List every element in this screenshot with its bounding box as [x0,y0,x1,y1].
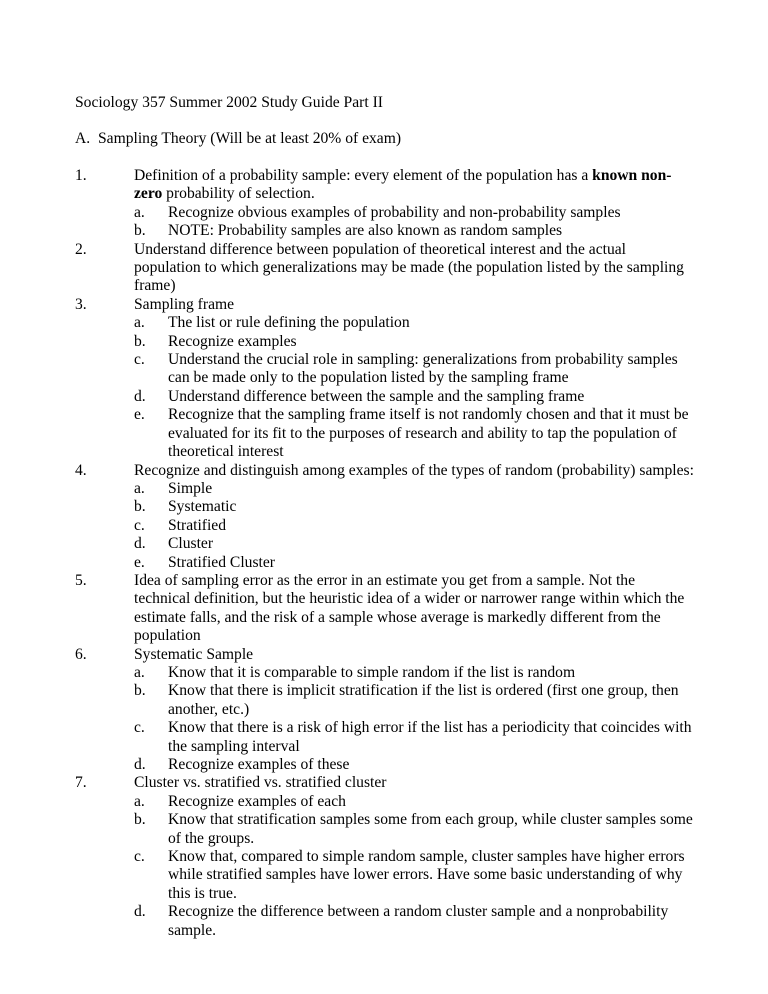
sub-list-item [134,554,695,572]
sub-item-letter: b. [134,332,146,350]
item-number: 2. [75,240,87,258]
sub-list-item [134,793,695,811]
sub-item-letter: d. [134,387,146,405]
sub-list-item [134,351,695,388]
sub-item-text: Cluster [168,535,214,553]
sub-item-letter: a. [134,479,145,497]
list-item [75,572,695,646]
sub-item-letter: c. [134,351,145,369]
sub-item-text: Recognize the difference between a random cluster sample and a nonprobability sample. [168,903,669,939]
list-item [75,241,695,296]
sub-list-item [134,480,695,498]
sub-list-item [134,498,695,516]
item-text: Recognize and distinguish among examples of the types of random (probability) samples: [134,461,694,479]
sub-item-letter: e. [134,406,145,424]
sub-list-item [134,811,695,848]
sub-item-text: Stratified Cluster [168,553,275,571]
sub-list-item [134,222,695,240]
item-text: Understand difference between population of theoretical interest and the actual population to which generalizations may be made (the population listed by the sampling frame) [134,240,684,295]
sub-item-text: Stratified [168,516,227,534]
list-item [75,167,695,204]
sub-item-letter: a. [134,203,145,221]
sub-item-letter: c. [134,719,145,737]
sub-item-text: Know that stratification samples some from each group, while cluster samples some of the groups. [168,811,693,847]
section-heading [75,130,401,148]
item-text [134,167,695,204]
item-text: Systematic Sample [134,645,254,663]
sub-item-letter: a. [134,314,145,332]
sub-item-letter: d. [134,756,146,773]
item-text: Sampling frame [134,295,235,313]
sub-item-text: Understand the crucial role in sampling: generalizations from probability samples can be made only to the population listed by the sampling frame [168,351,678,387]
sub-item-letter: e. [134,553,145,571]
sub-item-letter: d. [134,903,146,921]
section-label: A. [75,130,91,147]
sub-list-item [134,903,695,940]
sub-item-letter: b. [134,682,146,700]
sub-list-item [134,333,695,351]
sub-list-item [134,388,695,406]
sub-item-letter: b. [134,498,146,516]
item-text: Idea of sampling error as the error in an estimate you get from a sample. Not the technical definition, but the heuristic idea of a wider or narrower range within which the estimate falls, and the risk of a sample whose average is markedly different from the population [134,571,685,645]
sub-item-text: The list or rule defining the population [168,314,410,332]
sub-item-text: Recognize obvious examples of probability and non-probability samples [168,203,621,221]
item-text: Cluster vs. stratified vs. stratified cluster [134,774,387,792]
item-number: 7. [75,774,87,792]
sub-item-letter: c. [134,516,145,534]
sub-list-item [134,535,695,553]
sub-list-item [134,204,695,222]
item-number: 4. [75,461,87,479]
sub-item-text: NOTE: Probability samples are also known as random samples [168,222,563,240]
sub-item-letter: d. [134,535,146,553]
sub-item-text: Know that there is a risk of high error if the list has a periodicity that coincides with the sampling interval [168,719,692,755]
sub-list-item [134,756,695,774]
item-number: 6. [75,645,87,663]
sub-item-text: Recognize examples [168,332,297,350]
document-title: Sociology 357 Summer 2002 Study Guide Part II [75,94,383,111]
list-item [75,462,695,480]
item-text-part: Definition of a probability sample: every element of the population has a [134,167,593,184]
sub-item-text: Recognize examples of each [168,792,346,810]
list-item [75,646,695,664]
sub-item-letter: a. [134,663,145,681]
sub-item-text: Simple [168,479,213,497]
sub-list-item [134,664,695,682]
sub-item-text: Understand difference between the sample and the sampling frame [168,387,585,405]
sub-item-letter: a. [134,792,145,810]
sub-item-text: Know that, compared to simple random sample, cluster samples have higher errors while stratified samples have lower errors. Have some basic understanding of why this is true. [168,848,685,902]
item-text-part: probability of selection. [162,185,315,203]
sub-item-text: Know that it is comparable to simple random if the list is random [168,663,576,681]
sub-item-text: Know that there is implicit stratification if the list is ordered (first one group, then another, etc.) [168,682,679,718]
sub-item-text: Recognize that the sampling frame itself is not randomly chosen and that it must be evaluated for its fit to the purposes of research and ability to tap the population of theoretical interest [168,406,689,461]
list-item [75,296,695,314]
list-item [75,774,695,792]
sub-item-text: Recognize examples of these [168,756,350,773]
sub-item-letter: b. [134,811,146,829]
sub-list-item [134,314,695,332]
sub-list-item [134,517,695,535]
sub-item-text: Systematic [168,498,237,516]
study-guide-list [75,167,695,940]
sub-list-item [134,682,695,719]
sub-list-item [134,848,695,903]
item-text-emphasis: known non-zero [134,167,672,203]
item-number: 5. [75,571,87,589]
sub-item-letter: c. [134,848,145,866]
item-number: 1. [75,167,87,184]
sub-list-item [134,719,695,756]
sub-item-letter: b. [134,222,146,240]
section-heading-text: Sampling Theory (Will be at least 20% of exam) [97,130,402,147]
item-number: 3. [75,295,87,313]
sub-list-item [134,406,695,461]
